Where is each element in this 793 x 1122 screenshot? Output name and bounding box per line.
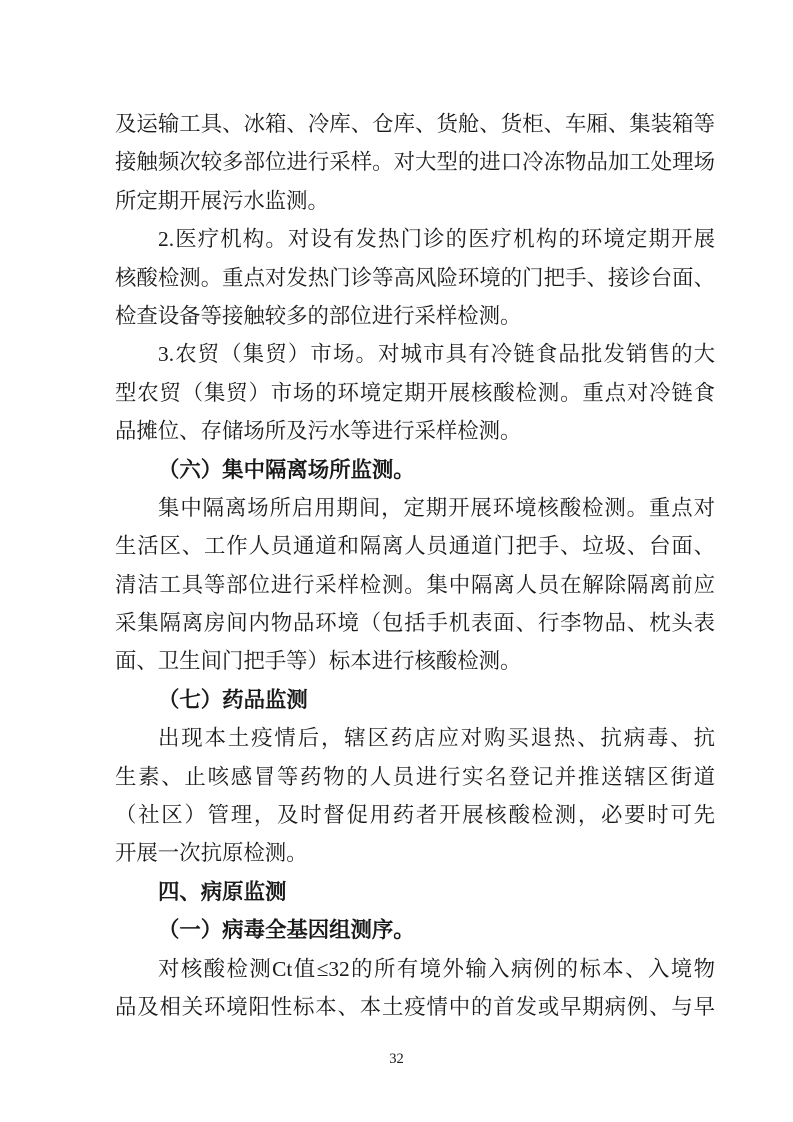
text-line: 集中隔离场所启用期间，定期开展环境核酸检测。重点对: [158, 495, 715, 520]
text-line: 2.医疗机构。对设有发热门诊的医疗机构的环境定期开展: [158, 227, 715, 252]
text-line: 接触频次较多部位进行采样。对大型的进口冷冻物品加工处理场: [115, 150, 715, 175]
text-line: 开展一次抗原检测。: [115, 841, 308, 866]
section-heading: （六）集中隔离场所监测。: [158, 457, 415, 482]
page-number: 32: [389, 1051, 404, 1067]
text-line: 型农贸（集贸）市场的环境定期开展核酸检测。重点对冷链食: [115, 380, 715, 405]
text-line: 采集隔离房间内物品环境（包括手机表面、行李物品、枕头表: [115, 611, 715, 636]
text-line: 检查设备等接触较多的部位进行采样检测。: [115, 303, 522, 328]
text-line: 对核酸检测Ct值≤32的所有境外输入病例的标本、入境物: [158, 956, 715, 981]
text-line: 生活区、工作人员通道和隔离人员通道门把手、垃圾、台面、: [115, 534, 715, 559]
text-line: 品及相关环境阳性标本、本土疫情中的首发或早期病例、与早: [115, 994, 715, 1019]
text-line: 生素、止咳感冒等药物的人员进行实名登记并推送辖区街道: [115, 764, 715, 789]
text-line: 核酸检测。重点对发热门诊等高风险环境的门把手、接诊台面、: [115, 265, 715, 290]
text-line: 出现本土疫情后，辖区药店应对购买退热、抗病毒、抗: [158, 726, 715, 751]
text-line: 所定期开展污水监测。: [115, 188, 329, 213]
text-line: 3.农贸（集贸）市场。对城市具有冷链食品批发销售的大: [158, 342, 715, 367]
section-heading: （七）药品监测: [158, 687, 308, 712]
text-line: 及运输工具、冰箱、冷库、仓库、货舱、货柜、车厢、集装箱等: [115, 112, 715, 136]
chapter-heading: 四、病原监测: [158, 879, 287, 904]
section-heading: （一）病毒全基因组测序。: [158, 918, 415, 943]
text-line: 面、卫生间门把手等）标本进行核酸检测。: [115, 649, 522, 674]
text-line: （社区）管理，及时督促用药者开展核酸检测，必要时可先: [115, 803, 715, 828]
text-line: 清洁工具等部位进行采样检测。集中隔离人员在解除隔离前应: [115, 572, 715, 597]
text-line: 品摊位、存储场所及污水等进行采样检测。: [115, 419, 522, 444]
text-block: [115, 105, 715, 1026]
